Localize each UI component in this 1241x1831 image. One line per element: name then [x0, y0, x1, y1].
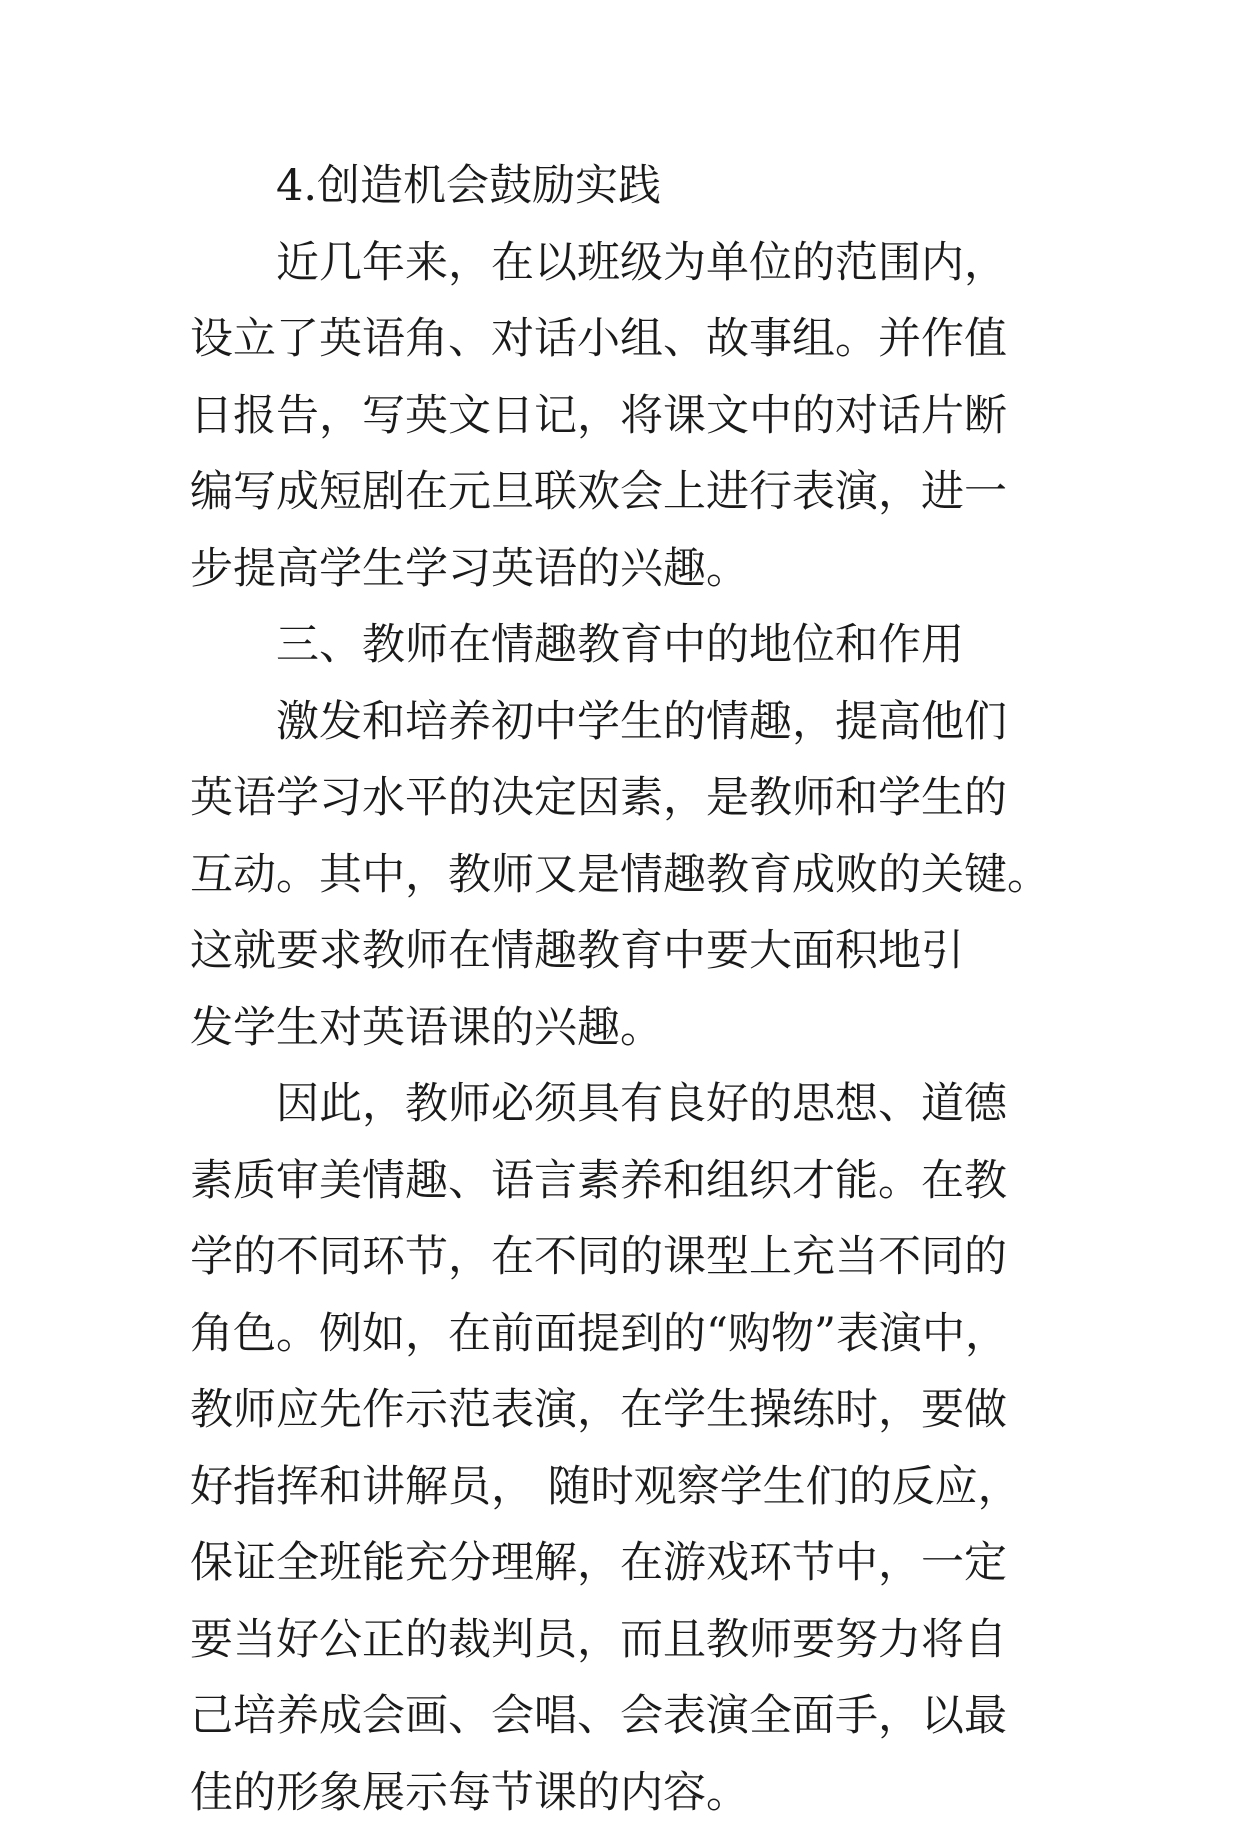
paragraph-line: 这就要求教师在情趣教育中要大面积地引 [190, 913, 1070, 990]
paragraph-line: 日报告，写英文日记，将课文中的对话片断 [190, 378, 1070, 455]
paragraph-line: 近几年来，在以班级为单位的范围内， [190, 225, 1070, 302]
section-heading: 4.创造机会鼓励实践 [190, 148, 1070, 225]
paragraph-line: 角色。例如，在前面提到的“购物”表演中， [190, 1296, 1070, 1373]
paragraph-line: 己培养成会画、会唱、会表演全面手，以最 [190, 1678, 1070, 1755]
paragraph-line: 互动。其中，教师又是情趣教育成败的关键。 [190, 837, 1070, 914]
paragraph-line: 素质审美情趣、语言素养和组织才能。在教 [190, 1143, 1070, 1220]
paragraph-line: 激发和培养初中学生的情趣，提高他们 [190, 684, 1070, 761]
paragraph-line: 步提高学生学习英语的兴趣。 [190, 531, 1070, 608]
paragraph-line: 因此，教师必须具有良好的思想、道德 [190, 1066, 1070, 1143]
paragraph-line: 英语学习水平的决定因素，是教师和学生的 [190, 760, 1070, 837]
paragraph-line: 设立了英语角、对话小组、故事组。并作值 [190, 301, 1070, 378]
paragraph-line: 要当好公正的裁判员，而且教师要努力将自 [190, 1602, 1070, 1679]
paragraph-line: 保证全班能充分理解，在游戏环节中，一定 [190, 1525, 1070, 1602]
paragraph-line: 好指挥和讲解员， 随时观察学生们的反应， [190, 1449, 1070, 1526]
paragraph-line: 佳的形象展示每节课的内容。 [190, 1755, 1070, 1831]
paragraph-line: 编写成短剧在元旦联欢会上进行表演，进一 [190, 454, 1070, 531]
paragraph-line: 教师应先作示范表演，在学生操练时，要做 [190, 1372, 1070, 1449]
paragraph-line: 学的不同环节，在不同的课型上充当不同的 [190, 1219, 1070, 1296]
section-heading: 三、教师在情趣教育中的地位和作用 [190, 607, 1070, 684]
body-text [190, 148, 1070, 1831]
paragraph-line: 发学生对英语课的兴趣。 [190, 990, 1070, 1067]
